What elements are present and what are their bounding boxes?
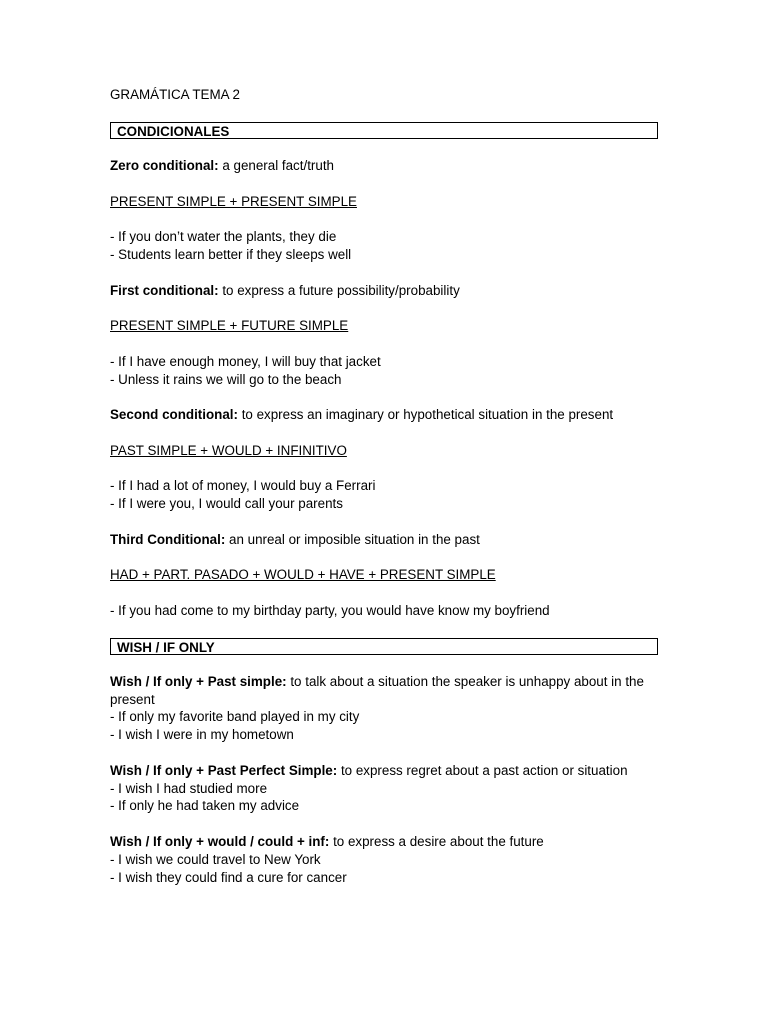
- third-conditional-definition: [110, 531, 658, 549]
- wish-would-could-desc: to express a desire about the future: [329, 834, 544, 850]
- second-conditional-definition: [110, 406, 658, 424]
- first-conditional-definition: [110, 282, 658, 300]
- wish-past-simple-label: Wish / If only + Past simple:: [110, 673, 287, 689]
- second-conditional-label: Second conditional:: [110, 407, 238, 423]
- third-conditional-label: Third Conditional:: [110, 531, 226, 547]
- example-line: - If only my favorite band played in my city: [110, 709, 360, 725]
- example-line: - If I had a lot of money, I would buy a Ferrari: [110, 478, 376, 494]
- example-line: - Students learn better if they sleeps well: [110, 246, 352, 262]
- first-conditional-label: First conditional:: [110, 282, 219, 298]
- document-title: GRAMÁTICA TEMA 2: [110, 87, 240, 102]
- example-line: - Unless it rains we will go to the beach: [110, 371, 342, 387]
- section-heading-wish: WISH / IF ONLY: [110, 638, 658, 655]
- wish-past-simple-desc: to talk about a situation the speaker is unhappy about in the present: [110, 673, 644, 707]
- first-conditional-desc: to express a future possibility/probability: [218, 282, 460, 298]
- document-page: [110, 86, 658, 886]
- example-line: - If I have enough money, I will buy that jacket: [110, 353, 381, 369]
- example-line: - I wish we could travel to New York: [110, 851, 321, 867]
- second-conditional-desc: to express an imaginary or hypothetical situation in the present: [237, 407, 614, 423]
- first-conditional-formula: PRESENT SIMPLE + FUTURE SIMPLE: [110, 318, 349, 334]
- zero-conditional-label: Zero conditional:: [110, 157, 219, 173]
- example-line: - If you had come to my birthday party, you would have know my boyfriend: [110, 602, 550, 618]
- wish-would-could-label: Wish / If only + would / could + inf:: [110, 834, 330, 850]
- third-conditional-desc: an unreal or imposible situation in the past: [225, 531, 480, 547]
- second-conditional-formula: PAST SIMPLE + WOULD + INFINITIVO: [110, 442, 347, 458]
- third-conditional-formula: HAD + PART. PASADO + WOULD + HAVE + PRESENT SIMPLE: [110, 567, 496, 583]
- example-line: - I wish I were in my hometown: [110, 727, 294, 743]
- wish-past-perfect-desc: to express regret about a past action or situation: [337, 762, 628, 778]
- example-line: - If you don’t water the plants, they die: [110, 229, 337, 245]
- wish-past-perfect-definition: [110, 762, 658, 780]
- zero-conditional-formula: PRESENT SIMPLE + PRESENT SIMPLE: [110, 193, 357, 209]
- section-heading-condicionales: CONDICIONALES: [110, 122, 658, 139]
- zero-conditional-desc: a general fact/truth: [218, 157, 334, 173]
- example-line: - I wish I had studied more: [110, 780, 268, 796]
- wish-past-simple-definition: [110, 673, 658, 709]
- example-line: - If I were you, I would call your parents: [110, 496, 343, 512]
- wish-would-could-definition: [110, 833, 658, 851]
- example-line: - I wish they could find a cure for cancer: [110, 869, 347, 885]
- zero-conditional-definition: [110, 157, 658, 175]
- wish-past-perfect-label: Wish / If only + Past Perfect Simple:: [110, 762, 338, 778]
- example-line: - If only he had taken my advice: [110, 798, 300, 814]
